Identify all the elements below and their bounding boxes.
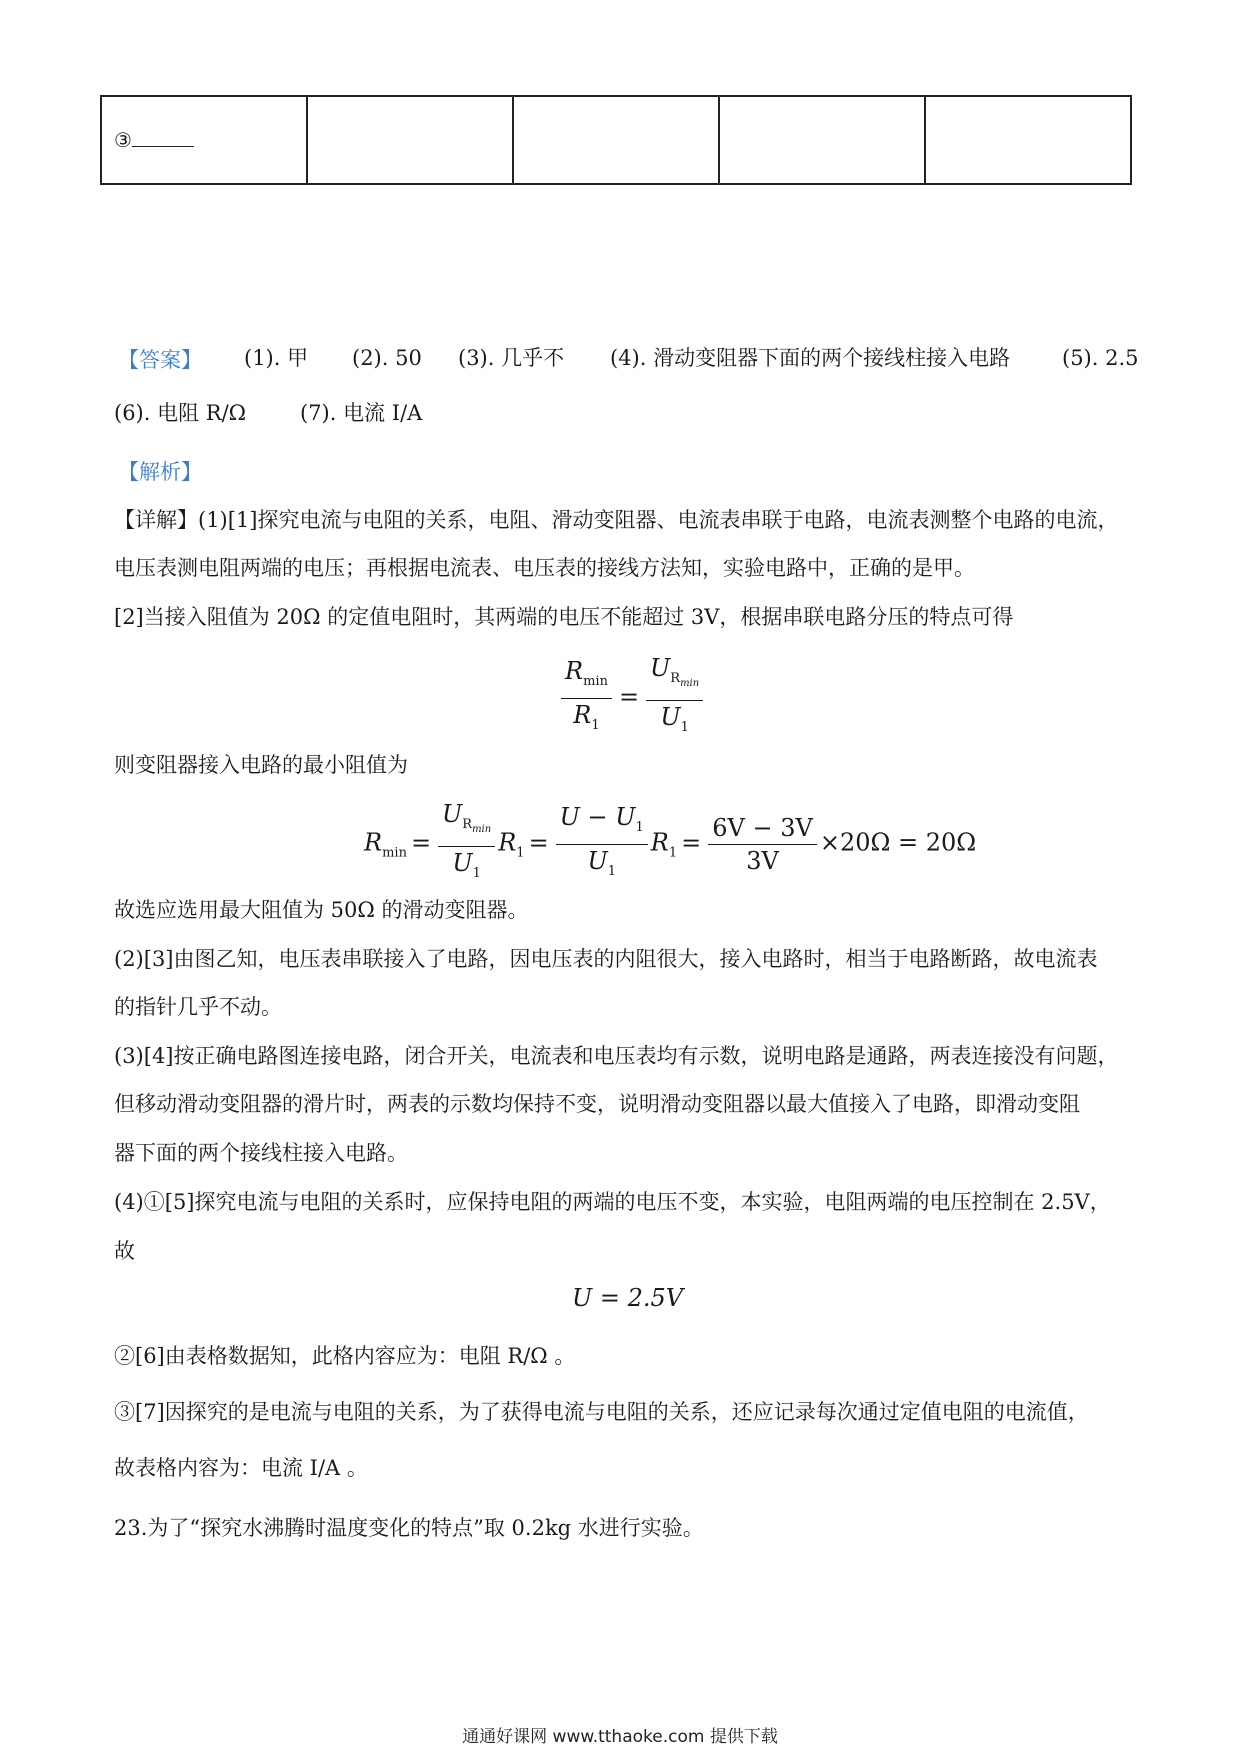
paragraph: 【详解】(1)[1]探究电流与电阻的关系，电阻、滑动变阻器、电流表串联于电路，电流表测整个电路的电流， — [114, 508, 1119, 532]
paragraph: ③[7]因探究的是电流与电阻的关系，为了获得电流与电阻的关系，还应记录每次通过定值电阻的电流值， — [114, 1400, 1089, 1424]
equation-3: U = 2.5V — [572, 1284, 684, 1312]
paragraph: (4)①[5]探究电流与电阻的关系时，应保持电阻的两端的电压不变，本实验，电阻两端的电压控制在 2.5V， — [114, 1190, 1111, 1214]
equation-2: $R_{min}$ = $\frac{U_{R_{min}}}{U_1}$ $R_1$ = $\frac{U - U_1}{U_1}$ $R_1$ = $\frac{6V - 3V}{3V}$ ×20Ω = 20Ω — [364, 800, 977, 881]
paragraph: ②[6]由表格数据知，此格内容应为：电阻 R/Ω 。 — [114, 1344, 576, 1368]
paragraph: [2]当接入阻值为 20Ω 的定值电阻时，其两端的电压不能超过 3V，根据串联电路分压的特点可得 — [114, 605, 1014, 629]
answer-tag: 【答案】 — [118, 348, 202, 372]
answer-item-3: (3). 几乎不 — [458, 346, 565, 370]
answer-blank — [132, 128, 194, 147]
table-row — [101, 96, 1131, 184]
answer-item-5: (5). 2.5 — [1062, 346, 1139, 370]
table-cell — [719, 96, 925, 184]
table-cell-label: ③ — [101, 96, 307, 184]
paragraph: 但移动滑动变阻器的滑片时，两表的示数均保持不变，说明滑动变阻器以最大值接入了电路，即滑动变阻 — [114, 1092, 1080, 1116]
table-cell — [513, 96, 719, 184]
next-question: 23.为了“探究水沸腾时温度变化的特点”取 0.2kg 水进行实验。 — [114, 1516, 704, 1540]
paragraph: 则变阻器接入电路的最小阻值为 — [114, 753, 408, 777]
paragraph: 故 — [114, 1239, 135, 1263]
data-table — [100, 95, 1132, 185]
footer-source: 通通好课网 www.tthaoke.com 提供下载 — [462, 1727, 778, 1747]
answer-item-7: (7). 电流 I/A — [300, 401, 423, 425]
paragraph: 故选应选用最大阻值为 50Ω 的滑动变阻器。 — [114, 898, 529, 922]
answer-item-2: (2). 50 — [352, 346, 422, 370]
table-cell — [307, 96, 513, 184]
paragraph: 电压表测电阻两端的电压；再根据电流表、电压表的接线方法知，实验电路中，正确的是甲。 — [114, 556, 975, 580]
answer-item-6: (6). 电阻 R/Ω — [114, 401, 247, 425]
paragraph: (2)[3]由图乙知，电压表串联接入了电路，因电压表的内阻很大，接入电路时，相当于电路断路，故电流表 — [114, 947, 1098, 971]
answer-item-4: (4). 滑动变阻器下面的两个接线柱接入电路 — [610, 346, 1011, 370]
paragraph: 故表格内容为：电流 I/A 。 — [114, 1456, 368, 1480]
paragraph: 的指针几乎不动。 — [114, 995, 282, 1019]
paragraph: 器下面的两个接线柱接入电路。 — [114, 1141, 408, 1165]
answer-item-1: (1). 甲 — [244, 346, 309, 370]
equation-1: $\frac{R_{min}}{R_1}$ = $\frac{U_{R_{min}}}{U_1}$ — [558, 654, 706, 742]
analysis-tag: 【解析】 — [118, 460, 202, 484]
table-cell — [925, 96, 1131, 184]
paragraph: (3)[4]按正确电路图连接电路，闭合开关，电流表和电压表均有示数，说明电路是通路，两表连接没有问题， — [114, 1044, 1119, 1068]
